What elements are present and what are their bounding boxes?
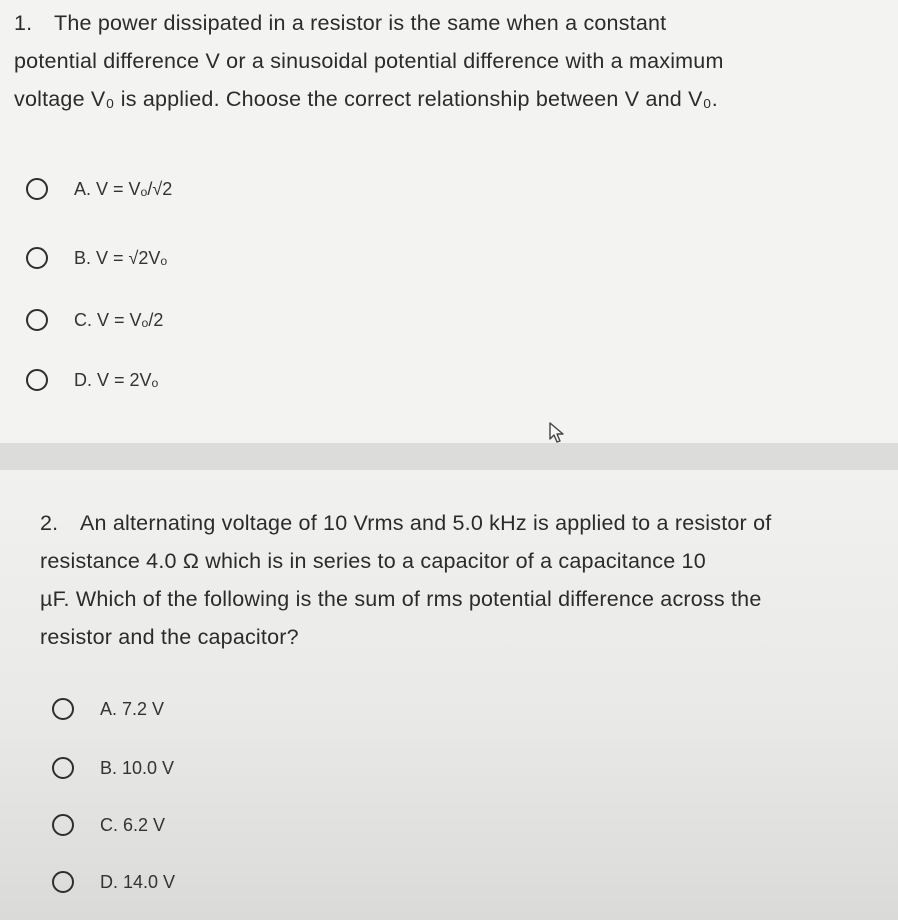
- q1-option-a-label: A. V = Vₒ/√2: [74, 178, 173, 199]
- question-2-number: 2.: [40, 511, 59, 535]
- question-card-1: [0, 0, 898, 443]
- q2-option-b-label: B. 10.0 V: [100, 757, 175, 778]
- question-1-line-1: 1. The power dissipated in a resistor is the same when a constant: [14, 4, 884, 42]
- question-2-line-3: µF. Which of the following is the sum of rms potential difference across the: [40, 587, 762, 611]
- q2-option-d[interactable]: [52, 871, 175, 893]
- q2-option-c[interactable]: [52, 814, 165, 836]
- radio-button[interactable]: [52, 698, 74, 720]
- radio-button[interactable]: [52, 871, 74, 893]
- radio-button[interactable]: [26, 309, 48, 331]
- question-2-line-1: 2. An alternating voltage of 10 Vrms and 5.0 kHz is applied to a resistor of: [40, 504, 890, 542]
- q2-option-a-label: A. 7.2 V: [100, 698, 165, 719]
- question-1-number: 1.: [14, 11, 33, 35]
- q2-option-c-label: C. 6.2 V: [100, 814, 166, 835]
- mouse-pointer-icon: [548, 421, 566, 450]
- radio-button[interactable]: [26, 178, 48, 200]
- radio-button[interactable]: [26, 247, 48, 269]
- q1-option-b-label: B. V = √2Vₒ: [74, 247, 168, 268]
- q1-option-c-label: C. V = Vₒ/2: [74, 309, 164, 330]
- radio-button[interactable]: [26, 369, 48, 391]
- question-2-line-2: resistance 4.0 Ω which is in series to a capacitor of a capacitance 10: [40, 549, 706, 573]
- q2-option-b[interactable]: [52, 757, 174, 779]
- q1-option-a[interactable]: [26, 178, 172, 200]
- q1-option-d[interactable]: [26, 369, 158, 391]
- q2-option-a[interactable]: [52, 698, 164, 720]
- question-2-text: [40, 504, 890, 656]
- q1-option-c[interactable]: [26, 309, 163, 331]
- question-1-text: [14, 4, 884, 118]
- q1-option-b[interactable]: [26, 247, 167, 269]
- radio-button[interactable]: [52, 814, 74, 836]
- question-card-2: [0, 470, 898, 920]
- question-1-line-2: potential difference V or a sinusoidal potential difference with a maximum: [14, 49, 724, 73]
- q2-option-d-label: D. 14.0 V: [100, 871, 176, 892]
- radio-button[interactable]: [52, 757, 74, 779]
- q1-option-d-label: D. V = 2Vₒ: [74, 369, 159, 390]
- question-1-line-3: voltage V₀ is applied. Choose the correct relationship between V and V₀.: [14, 87, 718, 111]
- question-2-line-4: resistor and the capacitor?: [40, 625, 299, 649]
